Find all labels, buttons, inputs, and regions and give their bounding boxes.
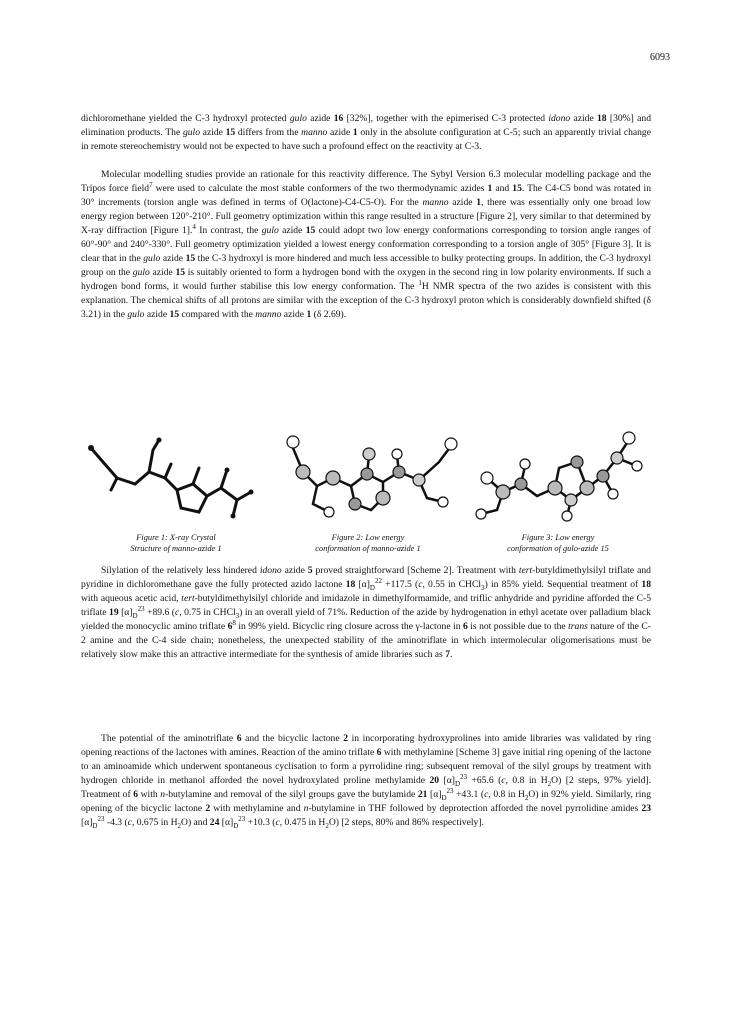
figure-2-caption: Figure 2: Low energy conformation of manno-azide 1 — [315, 533, 421, 553]
paragraph-3: Silylation of the relatively less hindered idono azide 5 proved straightforward [Scheme 2]. Treatment with tert-butyldimethylsilyl triflate and pyridine in dichloromethane gave the fully protected azido lactone 18 $[\alpha]_D^{22} +117.5$ (c, 0.55 in CHCl$_3$) in 85% yield. Sequential treatment of 18 with aqueous acetic acid, tert-butyldimethylsilyl chloride and imidazole in dimethylformamide, and triflic anhydride and pyridine afforded the C-5 triflate 19 $[\alpha]_D^{23} +89.6$ (c, 0.75 in CHCl$_3$) in an overall yield of 71%. Reduction of the azide by hydrogenation in ethyl acetate over palladium black yielded the monocyclic amino triflate $6^8$ in 99% yield. Bicyclic ring closure across the γ-lactone in 6 is not possible due to the trans nature of the C-2 amine and the C-4 side chain; nonetheless, the unexpected stability of the aminotriflate in which intermolecular oligomerisations must be relatively slow make this an attractive intermediate for the synthesis of amide libraries such as 7. — [81, 565, 651, 661]
manno-azide-model-figure — [273, 428, 463, 528]
xray-structure-figure — [81, 428, 261, 528]
page-number: 6093 — [650, 52, 670, 63]
paragraph-4: The potential of the aminotriflate 6 and the bicyclic lactone 2 in incorporating hydroxyprolines into amide libraries was validated by ring opening reactions of the lactones with amines. Reaction of the amino triflate 6 with methylamine [Scheme 3] gave initial ring opening of the lactone to an aminoamide which underwent spontaneous cyclisation to form a pyrrolidine ring; subsequent removal of the silyl groups by treatment with hydrogen chloride in methanol afforded the novel hydroxylated proline methylamide 20 $[\alpha]_D^{23} +65.6$ (c, 0.8 in $H_2O$) [2 steps, 97% yield]. Treatment of 6 with n-butylamine and removal of the silyl groups gave the butylamide 21 $[\alpha]_D^{23} +43.1$ (c, 0.8 in $H_2O$) in 92% yield. Similarly, ring opening of the bicyclic lactone 2 with methylamine and n-butylamine in THF followed by deprotection afforded the novel pyrrolidine amides 23 $[\alpha]_D^{23}$ -4.3 (c, 0.675 in $H_2O$) and 24 $[\alpha]_D^{23} +10.3$ (c, 0.475 in $H_2O$) [2 steps, 80% and 86% respectively]. — [81, 733, 651, 831]
figure-3-caption: Figure 3: Low energy conformation of gulo-azide 15 — [507, 533, 609, 553]
figures-row — [81, 428, 651, 558]
paragraph-1: dichloromethane yielded the C-3 hydroxyl protected gulo azide 16 [32%], together with the epimerised C-3 protected idono azide 18 [30%] and elimination products. The gulo azide 15 differs from the manno azide 1 only in the absolute configuration at C-5; such an apparently trivial change in remote stereochemistry would not be expected to have such a profound effect on the reactivity at C-3. — [81, 113, 651, 153]
paragraph-2: Molecular modelling studies provide an rationale for this reactivity difference. The Sybyl Version 6.3 molecular modelling package and the Tripos force field$^7$ were used to calculate the most stable conformers of the two thermodynamic azides 1 and 15. The C4-C5 bond was rotated in 30° increments (torsion angle was defined in terms of O(lactone)-C4-C5-O). For the manno azide 1, there was essentially only one broad low energy region between 120°-210°. Full geometry optimization within this range resulted in a structure [Figure 2], very similar to that determined by X-ray diffraction [Figure 1].$^4$ In contrast, the gulo azide 15 could adopt two low energy conformations corresponding to torsion angle ranges of 60°-90° and 240°-330°. Full geometry optimization yielded a lowest energy conformation corresponding to a torsion angle of 305° [Figure 3]. It is clear that in the gulo azide 15 the C-3 hydroxyl is more hindered and much less accessible to bulky protecting groups. In addition, the C-3 hydroxyl group on the gulo azide 15 is suitably oriented to form a hydrogen bond with the oxygen in the second ring in low polarity environments. If such a hydrogen bond forms, it would further stabilise this low energy conformation. The $^1$H NMR spectra of the two azides is consistent with this explanation. The chemical shifts of all protons are similar with the exception of the C-3 hydroxyl proton which is considerably downfield shifted (δ 3.21) in the gulo azide 15 compared with the manno azide 1 (δ 2.69). — [81, 169, 651, 321]
gulo-azide-model-figure — [467, 428, 651, 528]
figure-1-caption: Figure 1: X-ray Crystal Structure of manno-azide 1 — [130, 533, 222, 553]
